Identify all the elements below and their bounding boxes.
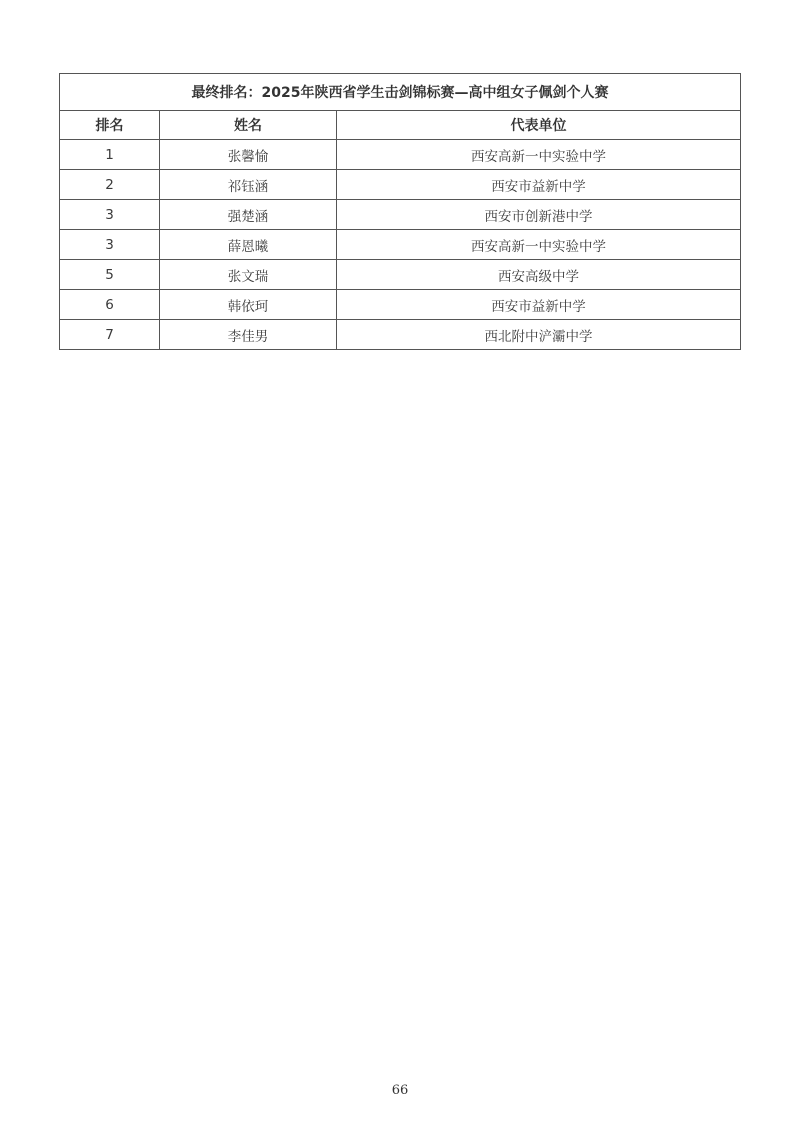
cell-rank: 2 [60, 170, 160, 200]
cell-organization: 西安市益新中学 [337, 170, 741, 200]
page-number: 66 [391, 1083, 409, 1098]
cell-rank: 5 [60, 260, 160, 290]
cell-name: 韩依珂 [160, 290, 337, 320]
table-row [60, 290, 741, 320]
cell-rank: 7 [60, 320, 160, 350]
cell-organization: 西安高新一中实验中学 [337, 230, 741, 260]
cell-name: 强楚涵 [160, 200, 337, 230]
cell-organization: 西安市益新中学 [337, 290, 741, 320]
table-title-row [60, 74, 741, 111]
table-row [60, 230, 741, 260]
cell-organization: 西安高级中学 [337, 260, 741, 290]
table-row [60, 320, 741, 350]
cell-name: 李佳男 [160, 320, 337, 350]
cell-rank: 6 [60, 290, 160, 320]
table-header-row [60, 111, 741, 140]
table-row [60, 260, 741, 290]
cell-organization: 西安高新一中实验中学 [337, 140, 741, 170]
table-title: 最终排名：2025年陕西省学生击剑锦标赛—高中组女子佩剑个人赛 [60, 74, 741, 111]
cell-rank: 1 [60, 140, 160, 170]
table-row [60, 170, 741, 200]
results-table [59, 73, 741, 350]
cell-organization: 西北附中浐灞中学 [337, 320, 741, 350]
header-name: 姓名 [160, 111, 337, 140]
header-rank: 排名 [60, 111, 160, 140]
cell-name: 祁钰涵 [160, 170, 337, 200]
table-row [60, 200, 741, 230]
cell-name: 张文瑞 [160, 260, 337, 290]
cell-rank: 3 [60, 230, 160, 260]
cell-rank: 3 [60, 200, 160, 230]
cell-name: 薛恩曦 [160, 230, 337, 260]
cell-name: 张馨愉 [160, 140, 337, 170]
cell-organization: 西安市创新港中学 [337, 200, 741, 230]
table-row [60, 140, 741, 170]
header-organization: 代表单位 [337, 111, 741, 140]
